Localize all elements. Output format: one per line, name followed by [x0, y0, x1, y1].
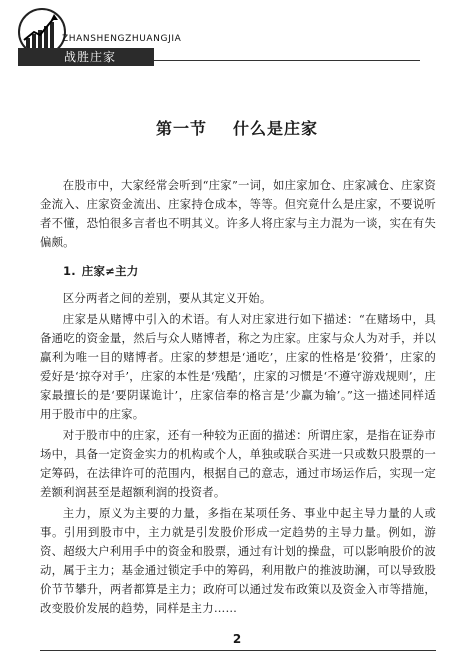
book-title: 战胜庄家 — [64, 50, 117, 64]
subheading-text: 庄家≠主力 — [81, 264, 139, 278]
section-number: 第一节 — [155, 119, 207, 138]
paragraph: 在股市中，大家经常会听到“庄家”一词，如庄家加仓、庄家减仓、庄家资金流入、庄家资金流出、庄家持仓成本，等等。但究竟什么是庄家，不要说听者不懂，恐怕很多言者也不明其义。许多人将庄家与主力混为一谈，实在有失偏颇。 — [40, 178, 436, 249]
paragraph: 主力，原义为主要的力量，多指在某项任务、事业中起主导力量的人或事。引用到股市中，主力就是引发股价形成一定趋势的主导力量。例如，游资、超级大户利用手中的资金和股票，通过有计划的操盘，可以影响股价的波动，属于主力；基金通过锁定手中的筹码，利用散户的推波助澜，可以导致股价节节攀升，两者都算是主力；政府可以通过发布政策以及资金入市等措施，改变股价发展的趋势，同样是主力…… — [40, 506, 436, 615]
subheading — [40, 262, 436, 281]
section-heading — [0, 116, 474, 139]
subheading-number: 1. — [63, 264, 76, 278]
brand-pinyin: ZHANSHENGZHUANGJIA — [62, 34, 182, 44]
footer-rule — [40, 650, 436, 651]
paragraph: 区分两者之间的差别，要从其定义开始。 — [62, 291, 272, 305]
paragraph: 庄家是从赌博中引入的术语。有人对庄家进行如下描述：“在赌场中，具备通吃的资金量，然后与众人赌博者，称之为庄家。庄家与众人为对手，并以赢利为唯一目的赌博者。庄家的梦想是‘通吃’，庄家的性格是‘狡猾’，庄家的爱好是‘掠夺对手’，庄家的本性是‘残酷’，庄家的习惯是‘不遵守游戏规则’，庄家最擅长的是‘要阴谋诡计’，庄家信奉的格言是‘少赢为输’。”这一描述同样适用于股市中的庄家。 — [40, 312, 436, 421]
page-number: 2 — [232, 632, 242, 646]
header-rule — [154, 60, 420, 61]
section-title: 什么是庄家 — [233, 119, 319, 138]
paragraph: 对于股市中的庄家，还有一种较为正面的描述：所谓庄家，是指在证券市场中，具备一定资金实力的机构或个人，单独或联合买进一只或数只股票的一定筹码，在法律许可的范围内，根据自己的意志，通过市场运作后，实现一定差额利润甚至是超额利润的投资者。 — [40, 428, 436, 499]
body-text — [40, 176, 436, 618]
